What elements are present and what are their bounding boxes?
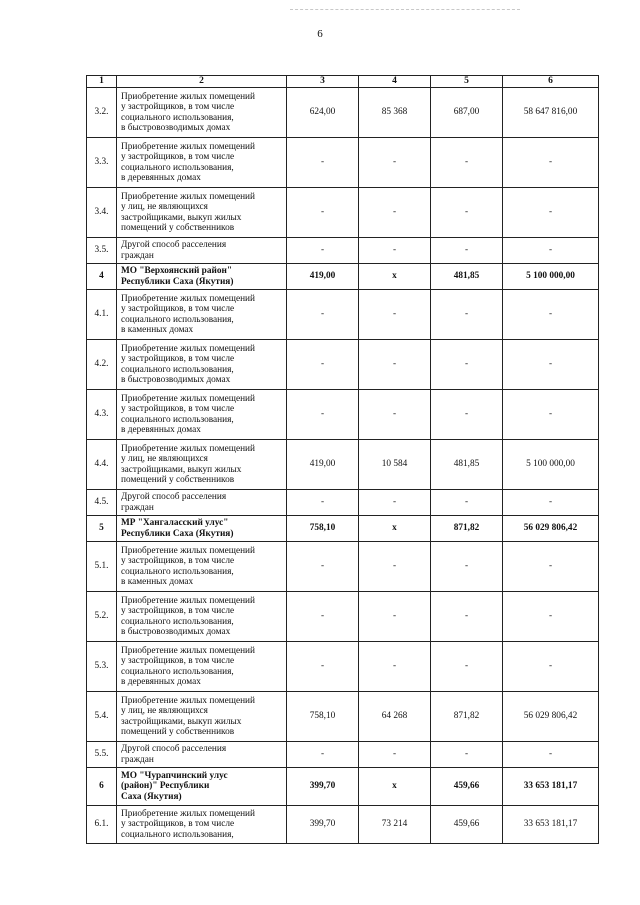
row-description: Другой способ расселения граждан: [117, 238, 287, 264]
cell-col-5: -: [431, 742, 503, 768]
row-description: Приобретение жилых помещений у застройщиков, в том числе социального использования, в быстровозводимых домах: [117, 88, 287, 138]
table-row: [87, 542, 599, 592]
header-col-2: 2: [117, 76, 287, 88]
cell-col-3: -: [287, 188, 359, 238]
cell-col-6: -: [503, 742, 599, 768]
cell-col-3: -: [287, 340, 359, 390]
cell-col-3: -: [287, 138, 359, 188]
cell-col-4: -: [359, 340, 431, 390]
cell-col-3: -: [287, 592, 359, 642]
row-description: Приобретение жилых помещений у лиц, не являющихся застройщиками, выкуп жилых помещений у собственников: [117, 188, 287, 238]
table-row: [87, 516, 599, 542]
table-row: [87, 642, 599, 692]
table-row: [87, 806, 599, 844]
cell-col-5: -: [431, 238, 503, 264]
row-number: 5.3.: [87, 642, 117, 692]
cell-col-3: -: [287, 390, 359, 440]
cell-col-5: 481,85: [431, 264, 503, 290]
table-row: [87, 768, 599, 806]
cell-col-6: 56 029 806,42: [503, 692, 599, 742]
row-number: 4.3.: [87, 390, 117, 440]
table-row: [87, 238, 599, 264]
cell-col-3: 399,70: [287, 806, 359, 844]
cell-col-5: -: [431, 592, 503, 642]
cell-col-6: -: [503, 642, 599, 692]
row-number: 5: [87, 516, 117, 542]
cell-col-3: 758,10: [287, 692, 359, 742]
table-row: [87, 88, 599, 138]
cell-col-4: -: [359, 742, 431, 768]
cell-col-5: -: [431, 188, 503, 238]
cell-col-5: -: [431, 290, 503, 340]
table-row: [87, 188, 599, 238]
table-header-row: [87, 76, 599, 88]
cell-col-5: 481,85: [431, 440, 503, 490]
cell-col-6: 5 100 000,00: [503, 440, 599, 490]
row-number: 3.4.: [87, 188, 117, 238]
cell-col-5: 459,66: [431, 768, 503, 806]
row-description: Приобретение жилых помещений у застройщиков, в том числе социального использования, в деревянных домах: [117, 138, 287, 188]
scan-artifact-line: [290, 9, 520, 10]
table-row: [87, 440, 599, 490]
page-number: 6: [317, 28, 323, 40]
table-body: [87, 88, 599, 844]
header-col-6: 6: [503, 76, 599, 88]
table-row: [87, 742, 599, 768]
row-description: Приобретение жилых помещений у застройщиков, в том числе социального использования, в быстровозводимых домах: [117, 592, 287, 642]
table-row: [87, 264, 599, 290]
cell-col-6: -: [503, 592, 599, 642]
row-number: 4: [87, 264, 117, 290]
cell-col-6: 56 029 806,42: [503, 516, 599, 542]
cell-col-6: 33 653 181,17: [503, 768, 599, 806]
row-description: МО "Верхоянский район" Республики Саха (Якутия): [117, 264, 287, 290]
row-number: 6: [87, 768, 117, 806]
cell-col-4: х: [359, 768, 431, 806]
cell-col-3: 758,10: [287, 516, 359, 542]
row-description: МО "Чурапчинский улус (район)" Республики Саха (Якутия): [117, 768, 287, 806]
table-row: [87, 290, 599, 340]
cell-col-4: 73 214: [359, 806, 431, 844]
table-row: [87, 692, 599, 742]
header-col-1: 1: [87, 76, 117, 88]
cell-col-4: -: [359, 542, 431, 592]
row-number: 3.2.: [87, 88, 117, 138]
cell-col-3: -: [287, 642, 359, 692]
cell-col-4: 10 584: [359, 440, 431, 490]
table-row: [87, 592, 599, 642]
cell-col-3: 419,00: [287, 264, 359, 290]
cell-col-4: х: [359, 264, 431, 290]
cell-col-3: -: [287, 490, 359, 516]
cell-col-5: -: [431, 390, 503, 440]
row-number: 5.5.: [87, 742, 117, 768]
cell-col-6: -: [503, 290, 599, 340]
cell-col-6: -: [503, 138, 599, 188]
cell-col-6: -: [503, 390, 599, 440]
cell-col-3: 419,00: [287, 440, 359, 490]
cell-col-4: -: [359, 138, 431, 188]
header-col-5: 5: [431, 76, 503, 88]
row-description: Приобретение жилых помещений у застройщиков, в том числе социального использования, в каменных домах: [117, 290, 287, 340]
row-number: 4.2.: [87, 340, 117, 390]
row-description: Приобретение жилых помещений у лиц, не являющихся застройщиками, выкуп жилых помещений у собственников: [117, 440, 287, 490]
cell-col-5: -: [431, 340, 503, 390]
cell-col-4: -: [359, 390, 431, 440]
row-number: 6.1.: [87, 806, 117, 844]
cell-col-6: -: [503, 238, 599, 264]
header-col-3: 3: [287, 76, 359, 88]
header-col-4: 4: [359, 76, 431, 88]
row-number: 5.1.: [87, 542, 117, 592]
cell-col-6: -: [503, 188, 599, 238]
cell-col-4: -: [359, 188, 431, 238]
table-row: [87, 490, 599, 516]
table-row: [87, 340, 599, 390]
cell-col-6: 33 653 181,17: [503, 806, 599, 844]
cell-col-3: -: [287, 290, 359, 340]
cell-col-5: 871,82: [431, 692, 503, 742]
cell-col-3: -: [287, 238, 359, 264]
cell-col-4: 64 268: [359, 692, 431, 742]
row-description: Приобретение жилых помещений у застройщиков, в том числе социального использования,: [117, 806, 287, 844]
housing-resettlement-table: [86, 75, 599, 844]
cell-col-3: -: [287, 742, 359, 768]
cell-col-4: -: [359, 290, 431, 340]
cell-col-4: -: [359, 642, 431, 692]
cell-col-6: -: [503, 340, 599, 390]
row-number: 4.5.: [87, 490, 117, 516]
row-number: 3.3.: [87, 138, 117, 188]
cell-col-5: -: [431, 490, 503, 516]
cell-col-4: -: [359, 592, 431, 642]
cell-col-4: -: [359, 238, 431, 264]
table-row: [87, 138, 599, 188]
cell-col-6: -: [503, 542, 599, 592]
cell-col-5: 459,66: [431, 806, 503, 844]
cell-col-5: -: [431, 542, 503, 592]
row-number: 4.1.: [87, 290, 117, 340]
cell-col-3: 624,00: [287, 88, 359, 138]
cell-col-3: -: [287, 542, 359, 592]
cell-col-6: 58 647 816,00: [503, 88, 599, 138]
row-number: 4.4.: [87, 440, 117, 490]
row-description: Приобретение жилых помещений у застройщиков, в том числе социального использования, в быстровозводимых домах: [117, 340, 287, 390]
row-number: 5.2.: [87, 592, 117, 642]
row-number: 3.5.: [87, 238, 117, 264]
cell-col-5: -: [431, 138, 503, 188]
cell-col-5: 871,82: [431, 516, 503, 542]
cell-col-5: 687,00: [431, 88, 503, 138]
cell-col-3: 399,70: [287, 768, 359, 806]
row-description: Приобретение жилых помещений у застройщиков, в том числе социального использования, в деревянных домах: [117, 390, 287, 440]
row-description: Другой способ расселения граждан: [117, 490, 287, 516]
row-description: МР "Хангаласский улус" Республики Саха (Якутия): [117, 516, 287, 542]
cell-col-5: -: [431, 642, 503, 692]
cell-col-6: -: [503, 490, 599, 516]
row-description: Приобретение жилых помещений у застройщиков, в том числе социального использования, в деревянных домах: [117, 642, 287, 692]
row-number: 5.4.: [87, 692, 117, 742]
row-description: Приобретение жилых помещений у застройщиков, в том числе социального использования, в каменных домах: [117, 542, 287, 592]
cell-col-4: -: [359, 490, 431, 516]
cell-col-4: 85 368: [359, 88, 431, 138]
row-description: Приобретение жилых помещений у лиц, не являющихся застройщиками, выкуп жилых помещений у собственников: [117, 692, 287, 742]
table-row: [87, 390, 599, 440]
cell-col-6: 5 100 000,00: [503, 264, 599, 290]
row-description: Другой способ расселения граждан: [117, 742, 287, 768]
cell-col-4: х: [359, 516, 431, 542]
